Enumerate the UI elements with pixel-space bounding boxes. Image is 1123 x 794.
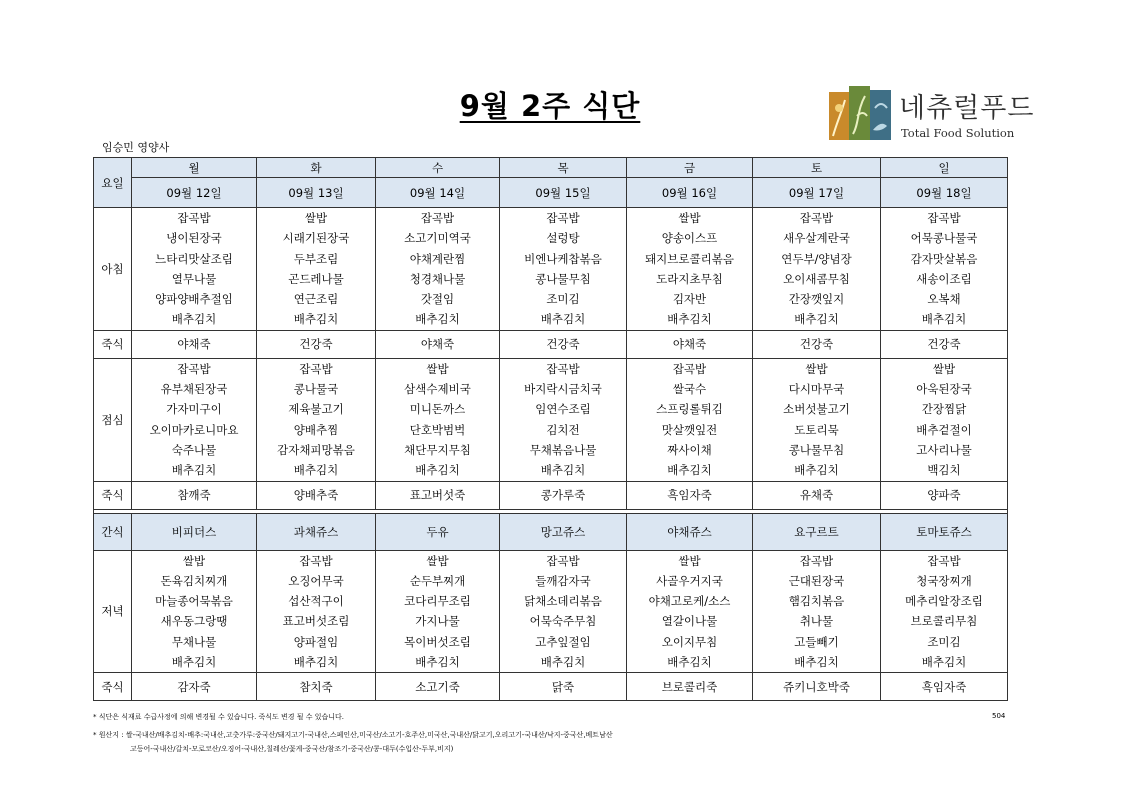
menu-cell: 표고버섯죽 — [376, 481, 500, 509]
menu-item: 배추김치 — [171, 463, 217, 478]
menu-item: 열갈이나물 — [661, 614, 718, 629]
menu-item: 들깨감자국 — [535, 573, 591, 588]
menu-item: 바지락시금치국 — [524, 382, 602, 397]
menu-cell: 건강죽 — [257, 330, 376, 358]
menu-item: 오복채 — [927, 292, 961, 307]
weekday-header: 토 — [753, 158, 881, 178]
menu-item: 잡곡밥 — [672, 361, 707, 376]
menu-item: 느타리맛살조림 — [155, 251, 233, 266]
menu-cell — [627, 550, 753, 673]
menu-item: 사골우거지국 — [656, 573, 723, 588]
menu-item: 닭채소데리볶음 — [524, 594, 602, 609]
menu-cell: 흑임자죽 — [881, 673, 1008, 701]
menu-item: 감자맛살볶음 — [910, 251, 978, 266]
menu-item: 어묵콩나물국 — [910, 231, 978, 246]
menu-item: 야채계란찜 — [409, 251, 466, 266]
menu-item: 미니돈까스 — [409, 402, 466, 417]
menu-item: 아욱된장국 — [916, 382, 972, 397]
page-title: 9월 2주 식단 — [459, 89, 641, 123]
menu-item: 쌀밥 — [678, 553, 701, 568]
menu-item: 조미김 — [546, 292, 580, 307]
menu-item: 배추김치 — [794, 312, 839, 327]
origin-note-line-1: * 원산지 : 쌀-국내산/배추김치-배추:국내산,고춧가루:중국산/돼지고기-국내산,스페인산,미국산/소고기-호주산,미국산,국내산/닭고기,오리고기-국내산/낙지-중국산,베트남산 — [93, 731, 613, 739]
menu-cell — [500, 550, 627, 673]
menu-item: 콩나물국 — [293, 382, 339, 397]
menu-item: 잡곡밥 — [799, 211, 834, 225]
weekday-header: 화 — [257, 158, 376, 178]
menu-item: 배추김치 — [921, 312, 967, 327]
menu-cell: 망고쥬스 — [500, 513, 627, 550]
menu-cell — [753, 208, 881, 331]
menu-cell: 두유 — [376, 513, 500, 550]
menu-cell — [257, 358, 376, 481]
menu-item: 잡곡밥 — [420, 211, 455, 225]
menu-item: 무채볶음나물 — [529, 442, 597, 457]
menu-item: 오이지무침 — [661, 634, 718, 649]
menu-item: 오이새콤무침 — [783, 271, 850, 286]
menu-cell: 닭죽 — [500, 673, 627, 701]
logo-leaf-icon — [829, 86, 891, 142]
date-header: 09월 13일 — [257, 178, 376, 208]
menu-item: 숙주나물 — [171, 442, 217, 457]
menu-cell — [376, 208, 500, 331]
menu-item: 오징어무국 — [288, 573, 344, 588]
menu-item: 배추겉절이 — [916, 422, 972, 437]
menu-cell: 건강죽 — [881, 330, 1008, 358]
meal-label: 죽식 — [94, 330, 132, 358]
menu-item: 메추리알장조림 — [905, 594, 983, 609]
page-number: 504 — [992, 712, 1006, 720]
menu-item: 야채고로케/소스 — [648, 594, 731, 609]
menu-cell — [627, 208, 753, 331]
menu-cell — [881, 550, 1008, 673]
menu-item: 새우동그랑땡 — [160, 614, 228, 629]
menu-item: 어묵숙주무침 — [529, 614, 597, 629]
menu-item: 쌀밥 — [805, 361, 828, 376]
logo-tagline: Total Food Solution — [901, 126, 1015, 140]
menu-item: 삼색수제비국 — [404, 382, 471, 397]
menu-item: 브로콜리무침 — [910, 614, 978, 629]
menu-cell: 야채죽 — [376, 330, 500, 358]
meal-row — [94, 208, 1008, 331]
menu-item: 배추김치 — [415, 463, 460, 478]
menu-item: 연두부/양념장 — [781, 251, 852, 266]
menu-item: 배추김치 — [540, 655, 586, 670]
meal-row — [94, 481, 1008, 509]
menu-item: 시래기된장국 — [282, 231, 350, 246]
menu-item: 조미김 — [927, 634, 961, 649]
menu-cell — [132, 358, 257, 481]
meal-label: 간식 — [94, 513, 132, 550]
weekday-header: 금 — [627, 158, 753, 178]
menu-item: 배추김치 — [921, 655, 967, 670]
menu-item: 돈육김치찌개 — [160, 573, 228, 588]
menu-item: 감자채피망볶음 — [277, 442, 355, 457]
menu-item: 마늘종어묵볶음 — [155, 594, 233, 609]
menu-item: 잡곡밥 — [177, 361, 211, 376]
menu-item: 배추김치 — [293, 655, 339, 670]
menu-item: 양파절임 — [293, 634, 339, 649]
menu-item: 콩나물무침 — [535, 271, 591, 286]
menu-item: 배추김치 — [293, 463, 339, 478]
menu-item: 새우살계란국 — [783, 231, 850, 246]
menu-item: 소버섯불고기 — [783, 402, 850, 417]
menu-cell: 콩가루죽 — [500, 481, 627, 509]
menu-item: 돼지브로콜리볶음 — [645, 251, 734, 266]
menu-cell: 쥬키니호박죽 — [753, 673, 881, 701]
menu-item: 백김치 — [927, 463, 961, 478]
menu-item: 도라지초무침 — [656, 271, 723, 286]
meal-label: 죽식 — [94, 673, 132, 701]
menu-item: 고들빼기 — [794, 634, 839, 649]
meal-row — [94, 330, 1008, 358]
menu-item: 갓절임 — [420, 292, 455, 307]
menu-item: 배추김치 — [667, 463, 712, 478]
menu-item: 배추김치 — [794, 655, 839, 670]
menu-cell: 참깨죽 — [132, 481, 257, 509]
menu-cell — [753, 550, 881, 673]
menu-item: 배추김치 — [540, 312, 586, 327]
menu-item: 비엔나케찹볶음 — [524, 251, 602, 266]
menu-item: 잡곡밥 — [927, 211, 961, 225]
menu-item: 청국장찌개 — [916, 573, 972, 588]
menu-cell: 토마토쥬스 — [881, 513, 1008, 550]
menu-item: 잡곡밥 — [299, 553, 333, 568]
menu-item: 배추김치 — [415, 312, 460, 327]
menu-cell: 양파죽 — [881, 481, 1008, 509]
weekday-header: 일 — [881, 158, 1008, 178]
menu-item: 연근조림 — [293, 292, 339, 307]
menu-item: 냉이된장국 — [166, 231, 222, 246]
menu-item: 쌀국수 — [672, 382, 707, 397]
menu-cell: 비피더스 — [132, 513, 257, 550]
menu-item: 순두부찌개 — [409, 573, 466, 588]
header-label: 요일 — [94, 158, 132, 208]
menu-item: 김자반 — [672, 292, 707, 307]
menu-cell: 소고기죽 — [376, 673, 500, 701]
menu-item: 두부조림 — [293, 251, 339, 266]
menu-item: 짜사이채 — [667, 442, 712, 457]
menu-cell: 건강죽 — [753, 330, 881, 358]
menu-item: 취나물 — [799, 614, 834, 629]
weekly-menu-table — [93, 157, 1008, 701]
date-header: 09월 16일 — [627, 178, 753, 208]
menu-cell: 과채쥬스 — [257, 513, 376, 550]
meal-label: 점심 — [94, 358, 132, 481]
menu-item: 간장깻잎지 — [788, 292, 845, 307]
menu-cell — [132, 208, 257, 331]
menu-item: 양배추찜 — [293, 422, 339, 437]
date-header: 09월 17일 — [753, 178, 881, 208]
menu-item: 잡곡밥 — [299, 361, 333, 376]
menu-cell — [376, 550, 500, 673]
menu-item: 잡곡밥 — [799, 553, 834, 568]
menu-item: 양파양배추절임 — [155, 292, 233, 307]
menu-item: 배추김치 — [540, 463, 586, 478]
menu-item: 배추김치 — [171, 312, 217, 327]
menu-change-note: * 식단은 식재료 수급사정에 의해 변경될 수 있습니다. 죽식도 변경 될 수 있습니다. — [93, 713, 345, 721]
menu-item: 쌀밥 — [182, 553, 206, 568]
menu-item: 햄김치볶음 — [788, 594, 845, 609]
menu-cell — [627, 358, 753, 481]
menu-item: 콩나물무침 — [788, 442, 845, 457]
menu-item: 배추김치 — [293, 312, 339, 327]
menu-item: 열무나물 — [171, 271, 217, 286]
menu-cell — [500, 358, 627, 481]
meal-row — [94, 358, 1008, 481]
menu-item: 배추김치 — [794, 463, 839, 478]
menu-item: 새송이조림 — [916, 271, 972, 286]
weekday-header: 월 — [132, 158, 257, 178]
menu-item: 표고버섯조림 — [282, 614, 350, 629]
menu-cell: 유채죽 — [753, 481, 881, 509]
menu-cell: 감자죽 — [132, 673, 257, 701]
menu-item: 무채나물 — [171, 634, 217, 649]
menu-item: 쌀밥 — [304, 211, 328, 225]
menu-item: 잡곡밥 — [546, 553, 580, 568]
weekday-header: 목 — [500, 158, 627, 178]
meal-row — [94, 673, 1008, 701]
menu-item: 배추김치 — [415, 655, 460, 670]
menu-item: 배추김치 — [171, 655, 217, 670]
menu-cell: 야채쥬스 — [627, 513, 753, 550]
menu-item: 쌀밥 — [678, 211, 701, 225]
menu-cell — [881, 208, 1008, 331]
menu-cell: 야채죽 — [627, 330, 753, 358]
menu-item: 김치전 — [546, 422, 580, 437]
meal-label: 저녁 — [94, 550, 132, 673]
company-logo — [829, 86, 1035, 144]
meal-row — [94, 513, 1008, 550]
meal-row — [94, 550, 1008, 673]
menu-item: 양송이스프 — [661, 231, 718, 246]
menu-item: 잡곡밥 — [546, 361, 580, 376]
menu-item: 유부채된장국 — [160, 382, 228, 397]
menu-cell — [376, 358, 500, 481]
weekday-header: 수 — [376, 158, 500, 178]
menu-item: 코다리무조림 — [404, 594, 471, 609]
menu-cell: 참치죽 — [257, 673, 376, 701]
menu-item: 섭산적구이 — [288, 594, 344, 609]
meal-label: 죽식 — [94, 481, 132, 509]
menu-item: 청경채나물 — [409, 271, 466, 286]
date-header: 09월 15일 — [500, 178, 627, 208]
menu-cell: 야채죽 — [132, 330, 257, 358]
menu-cell: 요구르트 — [753, 513, 881, 550]
origin-note-line-2: 고등어-국내산/갈치-모로코산/오징어-국내산,칠레산/꽃게-중국산/참조기-중국산/콩-대두(수입산-두부,비지) — [130, 745, 454, 753]
menu-item: 맛살깻잎전 — [661, 422, 718, 437]
menu-item: 목이버섯조림 — [404, 634, 471, 649]
menu-item: 잡곡밥 — [546, 211, 580, 225]
menu-cell — [132, 550, 257, 673]
menu-cell: 흑임자죽 — [627, 481, 753, 509]
menu-item: 쌀밥 — [426, 553, 449, 568]
menu-item: 곤드레나물 — [288, 271, 344, 286]
menu-item: 소고기미역국 — [404, 231, 471, 246]
menu-item: 다시마무국 — [788, 382, 845, 397]
menu-item: 고사리나물 — [916, 442, 972, 457]
menu-cell: 건강죽 — [500, 330, 627, 358]
menu-item: 도토리묵 — [794, 422, 839, 437]
menu-item: 임연수조림 — [535, 402, 591, 417]
menu-cell — [257, 550, 376, 673]
menu-item: 스프링롤튀김 — [656, 402, 723, 417]
menu-cell: 브로콜리죽 — [627, 673, 753, 701]
menu-item: 단호박범벅 — [409, 422, 466, 437]
menu-item: 배추김치 — [667, 312, 712, 327]
date-header: 09월 18일 — [881, 178, 1008, 208]
date-header: 09월 14일 — [376, 178, 500, 208]
logo-name: 네츄럴푸드 — [899, 93, 1035, 124]
menu-item: 오이마카로니마요 — [149, 422, 239, 437]
menu-cell: 양배추죽 — [257, 481, 376, 509]
menu-cell — [500, 208, 627, 331]
menu-item: 쌀밥 — [426, 361, 449, 376]
menu-item: 가지나물 — [415, 614, 460, 629]
date-header: 09월 12일 — [132, 178, 257, 208]
menu-item: 배추김치 — [667, 655, 712, 670]
menu-item: 제육불고기 — [288, 402, 344, 417]
menu-cell — [881, 358, 1008, 481]
menu-cell — [753, 358, 881, 481]
menu-item: 설렁탕 — [546, 231, 580, 246]
menu-item: 간장찜닭 — [921, 402, 967, 417]
menu-item: 쌀밥 — [932, 361, 956, 376]
menu-item: 잡곡밥 — [927, 553, 961, 568]
menu-cell — [257, 208, 376, 331]
menu-item: 고추잎절임 — [535, 634, 591, 649]
menu-item: 채단무지무침 — [404, 442, 471, 457]
menu-item: 잡곡밥 — [177, 211, 211, 225]
menu-item: 근대된장국 — [788, 573, 845, 588]
nutritionist-name: 임승민 영양사 — [102, 141, 170, 154]
menu-item: 가자미구이 — [166, 402, 222, 417]
meal-label: 아침 — [94, 208, 132, 331]
